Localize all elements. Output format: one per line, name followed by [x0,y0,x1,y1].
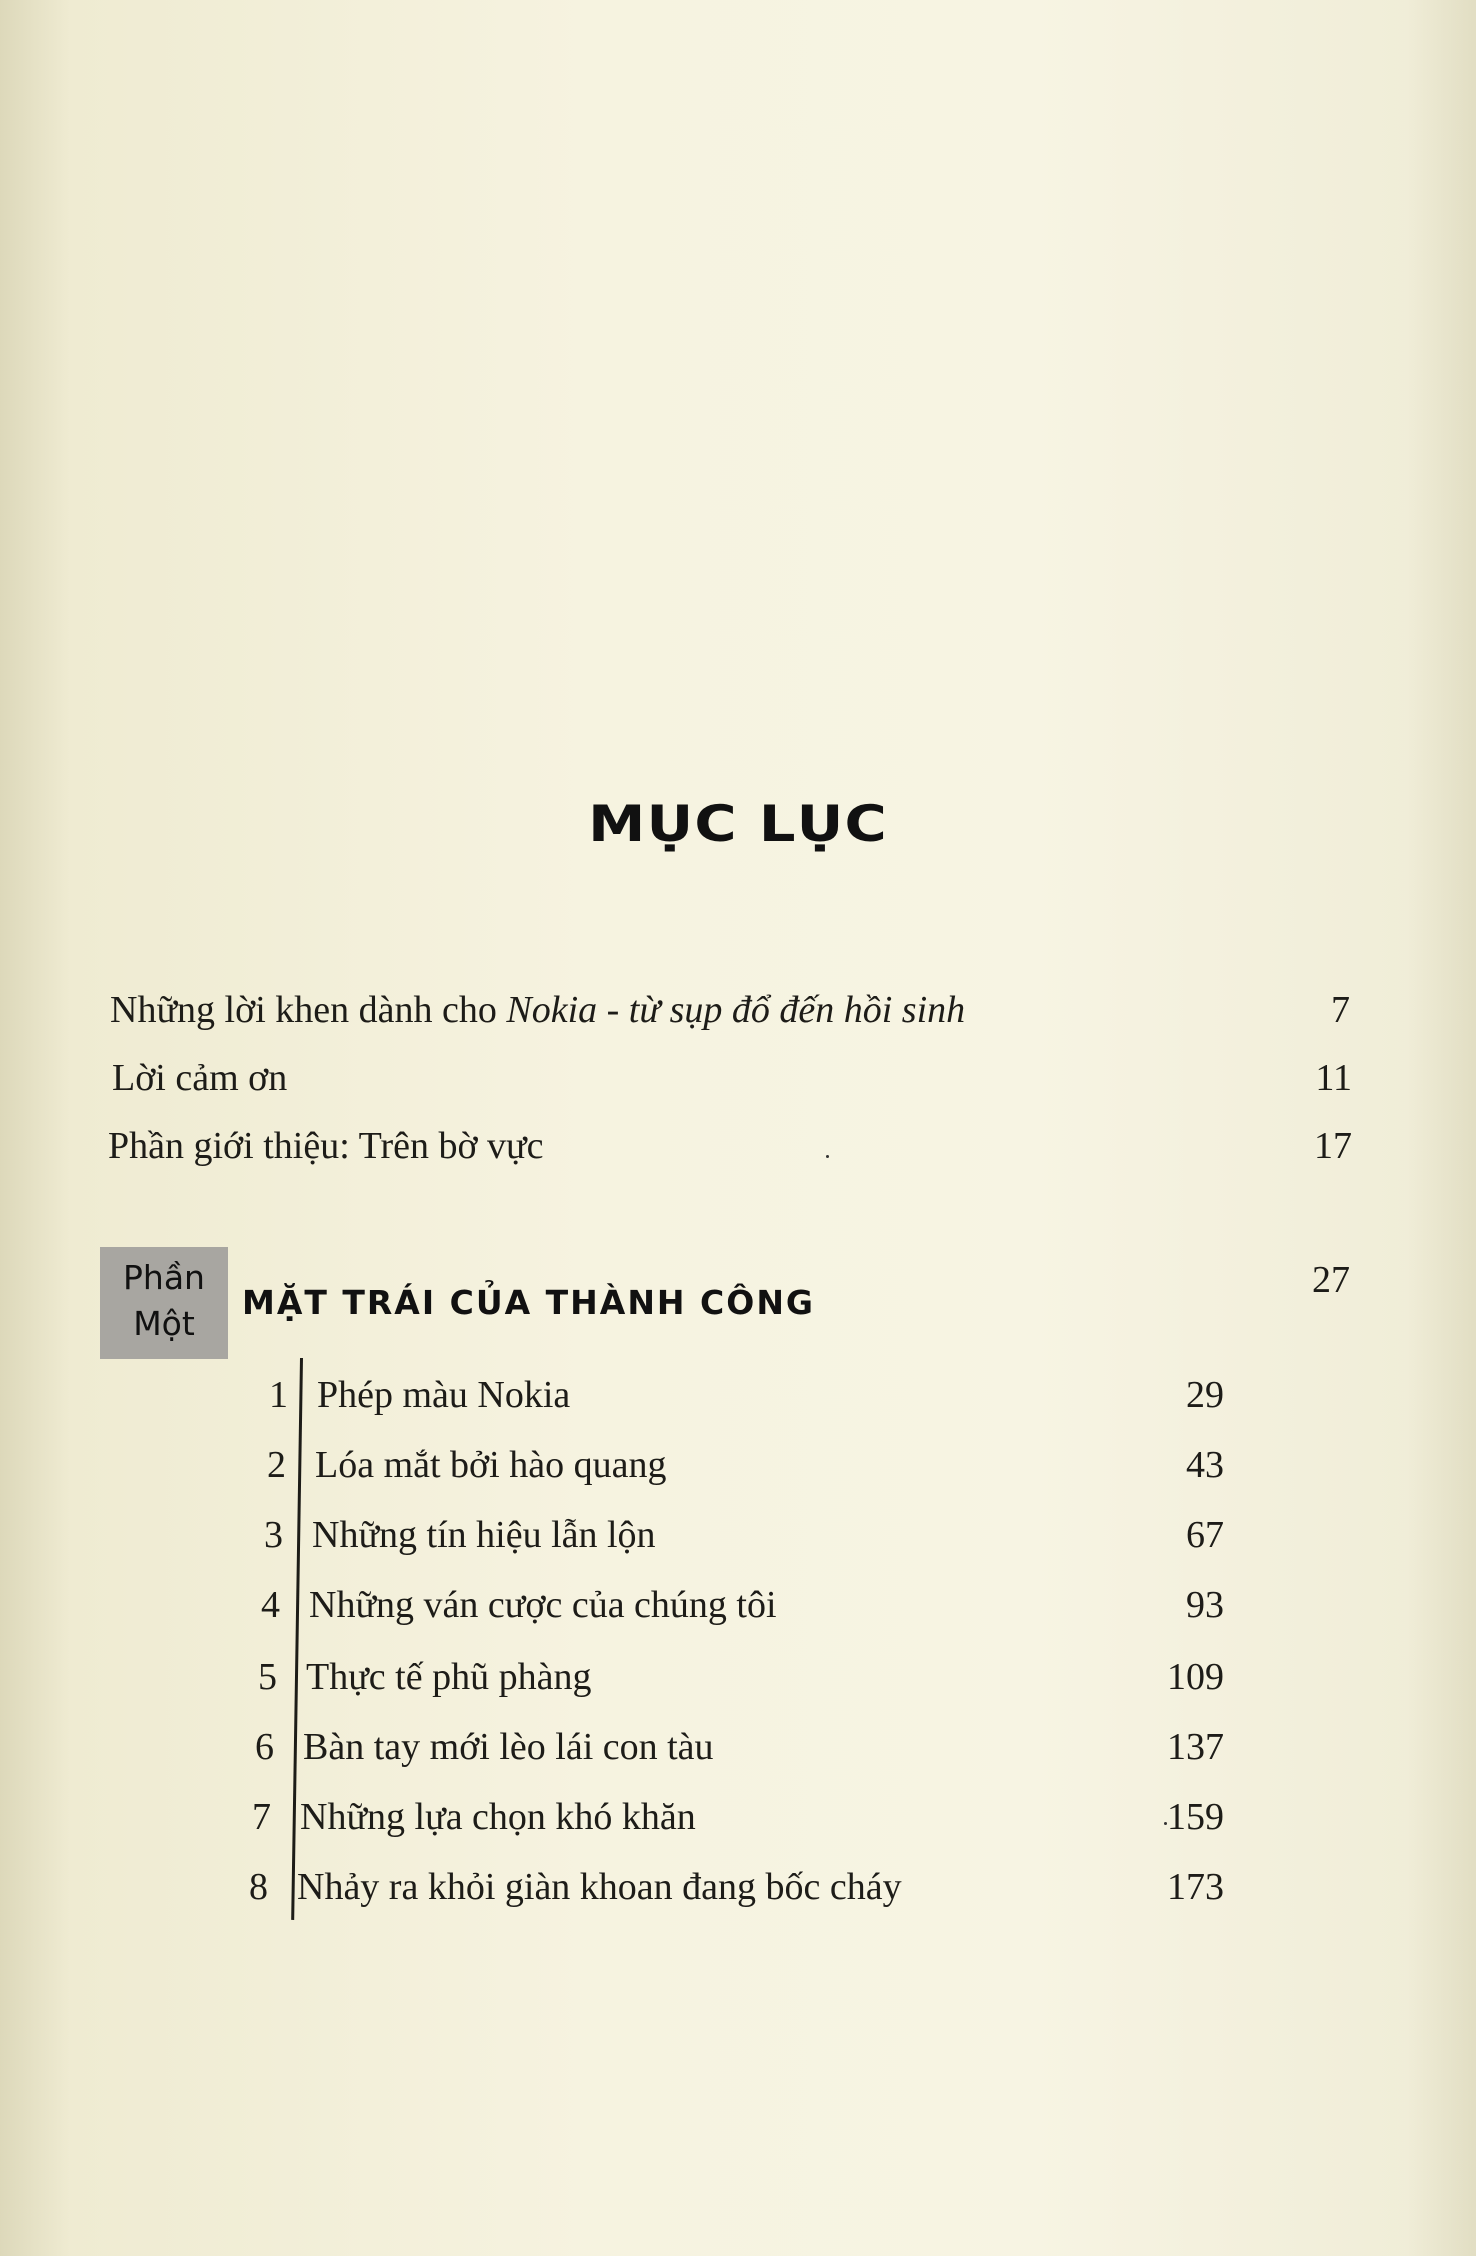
chapter-number: 3 [264,1514,283,1556]
toc-entry-title: Lời cảm ơn [112,1057,288,1099]
paper-speck [1164,1822,1167,1825]
toc-entry-acknowledgements [112,1055,1352,1101]
chapter-title: Thực tế phũ phàng [306,1656,592,1698]
toc-entry-book-title: Nokia - từ sụp đổ đến hồi sinh [506,989,966,1031]
part-title: MẶT TRÁI CỦA THÀNH CÔNG [242,1283,816,1322]
page-shadow-left [0,0,70,2256]
toc-entry-page: 17 [1314,1125,1352,1167]
chapter-number: 2 [267,1444,286,1486]
chapter-page: 109 [1167,1656,1224,1698]
toc-entry-page: 7 [1331,989,1350,1031]
toc-entry-title: Phần giới thiệu: Trên bờ vực [108,1125,544,1167]
part-label-line2: Một [133,1304,195,1343]
chapter-number: 6 [255,1726,274,1768]
chapter-number: 5 [258,1656,277,1698]
chapter-row [0,1580,1350,1630]
chapter-page: 29 [1186,1374,1224,1416]
chapter-row [0,1440,1350,1490]
part-label-box [100,1247,228,1359]
chapter-page: 93 [1186,1584,1224,1626]
part-page: 27 [1312,1259,1350,1301]
chapter-row [0,1652,1350,1702]
chapter-number: 1 [269,1374,288,1416]
chapter-page: 159 [1167,1796,1224,1838]
paper-speck [826,1155,829,1158]
chapter-row [0,1370,1350,1420]
chapter-title: Phép màu Nokia [317,1374,571,1416]
chapter-title: Nhảy ra khỏi giàn khoan đang bốc cháy [297,1866,902,1908]
chapter-title: Bàn tay mới lèo lái con tàu [303,1726,714,1768]
part-label-line1: Phần [123,1258,205,1297]
chapter-page: 43 [1186,1444,1224,1486]
chapter-title: Những tín hiệu lẫn lộn [312,1514,656,1556]
page-shadow-right [1406,0,1476,2256]
chapter-page: 173 [1167,1866,1224,1908]
chapter-number: 7 [252,1796,271,1838]
toc-entry-title: Những lời khen dành cho [110,989,507,1031]
chapter-title: Những lựa chọn khó khăn [300,1796,696,1838]
toc-entry-introduction [108,1123,1352,1169]
chapter-title: Những ván cược của chúng tôi [309,1584,777,1626]
chapter-row [0,1792,1350,1842]
chapter-title: Lóa mắt bởi hào quang [315,1444,667,1486]
chapter-page: 67 [1186,1514,1224,1556]
toc-entry-praise [110,987,1350,1033]
toc-entry-page: 11 [1315,1057,1352,1099]
chapter-number: 4 [261,1584,280,1626]
chapter-page: 137 [1167,1726,1224,1768]
chapter-row [0,1862,1350,1912]
chapter-row [0,1722,1350,1772]
chapter-number: 8 [249,1866,268,1908]
toc-title: MỤC LỤC [588,795,888,853]
chapter-row [0,1510,1350,1560]
